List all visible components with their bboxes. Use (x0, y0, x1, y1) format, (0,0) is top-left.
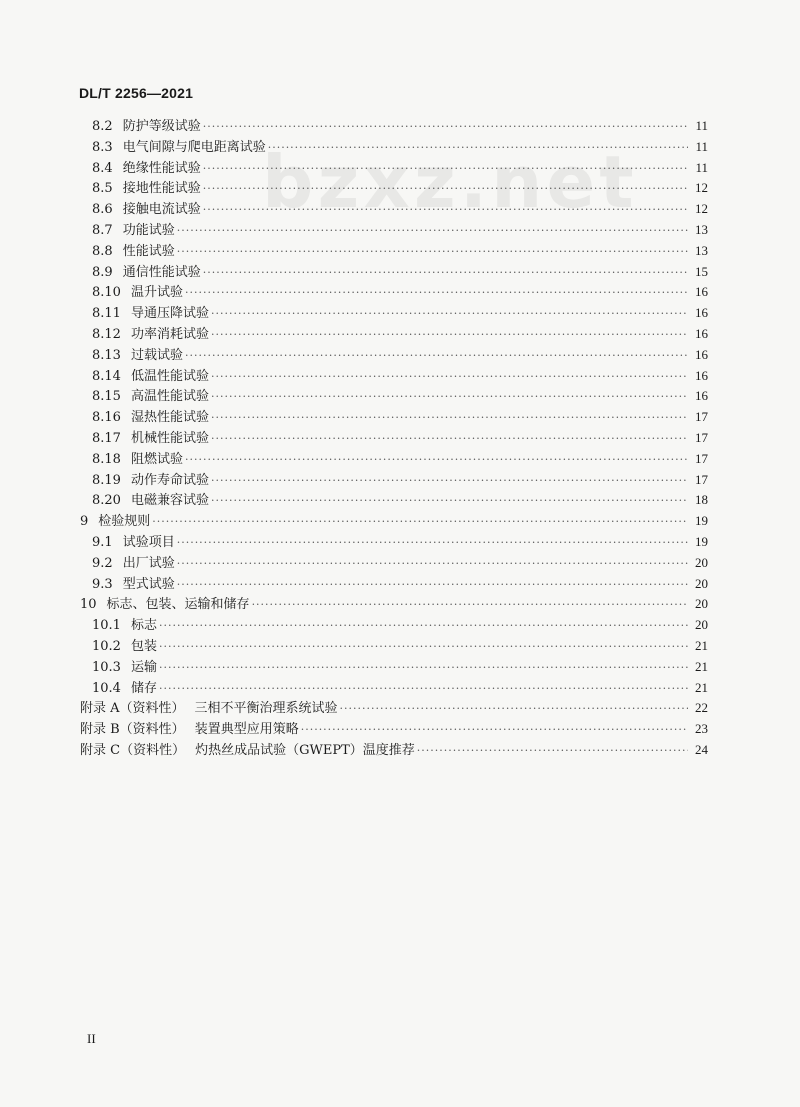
toc-page-number: 21 (695, 658, 708, 674)
toc-title: 包装 (130, 639, 157, 654)
toc-title: 电气间隙与爬电距离试验 (122, 139, 266, 155)
toc-title: 低温性能试验 (130, 368, 209, 384)
toc-number: 8.4 (92, 160, 113, 176)
toc-number: 8.7 (92, 223, 113, 238)
toc-page-number: 22 (695, 700, 708, 716)
toc-title: 性能试验 (122, 243, 175, 259)
toc-page-number: 12 (695, 180, 708, 196)
dot-leader (268, 141, 688, 154)
toc-title: 导通压降试验 (130, 306, 209, 322)
toc-title: 过载试验 (130, 347, 183, 363)
toc-title: 检验规则 (98, 514, 151, 530)
page-number-footer: II (87, 1031, 96, 1046)
dot-leader (152, 515, 688, 528)
toc-page-number: 12 (695, 201, 708, 217)
toc-page-number: 17 (695, 409, 708, 425)
toc-page-number: 18 (695, 492, 708, 508)
toc-number: 10.4 (92, 680, 121, 696)
toc-entry-8-11[interactable] (92, 302, 708, 323)
toc-entry-8-16[interactable] (92, 406, 708, 427)
toc-number: 8.9 (92, 264, 113, 280)
dot-leader (159, 661, 688, 674)
toc-entry-10-1[interactable] (92, 614, 708, 635)
dot-leader (185, 349, 688, 362)
dot-leader (340, 702, 688, 715)
toc-page-number: 16 (695, 367, 708, 383)
toc-number: 附录 B（资料性） (80, 722, 185, 738)
toc-entry-9-2[interactable] (92, 552, 708, 573)
toc-number: 10 (80, 597, 97, 613)
toc-title: 接触电流试验 (122, 202, 201, 218)
dot-leader (211, 390, 688, 403)
toc-page-number: 13 (695, 222, 708, 237)
toc-page-number: 16 (695, 326, 708, 341)
toc-number: 10.2 (92, 639, 121, 654)
toc-number: 9.2 (92, 555, 113, 571)
toc-title: 防护等级试验 (122, 119, 201, 134)
dot-leader (159, 682, 688, 695)
toc-title: 装置典型应用策略 (194, 722, 299, 738)
toc-number: 9.3 (92, 576, 113, 592)
toc-title: 运输 (130, 659, 157, 675)
toc-title: 电磁兼容试验 (130, 493, 209, 509)
toc-title: 标志 (130, 618, 157, 634)
dot-leader (211, 474, 688, 487)
toc-entry-appendix-c[interactable] (80, 739, 708, 760)
toc-title: 型式试验 (122, 576, 175, 592)
dot-leader (185, 286, 688, 299)
toc-number: 8.14 (92, 368, 121, 384)
toc-page-number: 19 (695, 534, 708, 549)
toc-number: 8.12 (92, 327, 121, 342)
toc-title: 三相不平衡治理系统试验 (194, 701, 338, 717)
dot-leader (203, 120, 688, 133)
toc-entry-8-10[interactable] (92, 281, 708, 302)
toc-page-number: 20 (695, 575, 708, 591)
toc-title: 功能试验 (122, 223, 175, 238)
toc-entry-appendix-b[interactable] (80, 718, 708, 739)
toc-entry-8-14[interactable] (92, 365, 708, 386)
toc-entry-8-15[interactable] (92, 385, 708, 406)
dot-leader (185, 453, 688, 466)
toc-entry-8-2[interactable] (92, 115, 708, 136)
toc-title: 绝缘性能试验 (122, 160, 201, 176)
toc-entry-9-3[interactable] (92, 573, 708, 594)
toc-page-number: 16 (695, 388, 708, 404)
toc-page-number: 21 (695, 638, 708, 653)
dot-leader (159, 619, 688, 632)
toc-number: 8.15 (92, 389, 121, 405)
toc-entry-8-9[interactable] (92, 261, 708, 282)
toc-entry-8-17[interactable] (92, 427, 708, 448)
toc-entry-8-8[interactable] (92, 240, 708, 261)
dot-leader (211, 432, 688, 445)
toc-title: 接地性能试验 (122, 181, 201, 197)
toc-page-number: 24 (695, 742, 708, 757)
dot-leader (252, 598, 688, 611)
toc-page-number: 11 (695, 138, 708, 154)
dot-leader (301, 723, 688, 736)
dot-leader (211, 307, 688, 320)
toc-title: 湿热性能试验 (130, 410, 209, 426)
toc-number: 8.10 (92, 285, 121, 301)
toc-page-number: 19 (695, 513, 708, 529)
toc-entry-9[interactable] (80, 510, 708, 531)
dot-leader (177, 245, 688, 258)
dot-leader (203, 182, 688, 195)
toc-page-number: 11 (695, 118, 708, 133)
dot-leader (203, 266, 688, 279)
toc-number: 8.11 (92, 306, 121, 322)
toc-title: 功率消耗试验 (130, 327, 209, 342)
toc-title: 高温性能试验 (130, 389, 209, 405)
toc-number: 附录 A（资料性） (80, 701, 185, 717)
toc-number: 8.16 (92, 410, 121, 426)
dot-leader (177, 578, 688, 591)
toc-page-number: 20 (695, 617, 708, 633)
toc-entry-8-13[interactable] (92, 344, 708, 365)
toc-entry-8-20[interactable] (92, 489, 708, 510)
toc-title: 通信性能试验 (122, 264, 201, 280)
toc-page-number: 23 (695, 721, 708, 737)
toc-number: 9 (80, 514, 89, 530)
toc-number: 10.3 (92, 659, 121, 675)
dot-leader (211, 328, 688, 341)
dot-leader (211, 370, 688, 383)
toc-page-number: 11 (695, 159, 708, 175)
dot-leader (417, 744, 688, 757)
toc-number: 9.1 (92, 535, 113, 550)
dot-leader (211, 494, 688, 507)
toc-number: 8.17 (92, 431, 121, 446)
toc-number: 8.5 (92, 181, 113, 197)
toc-title: 阻燃试验 (130, 451, 183, 467)
dot-leader (203, 162, 688, 175)
toc-title: 机械性能试验 (130, 431, 209, 446)
toc-entry-10-4[interactable] (92, 677, 708, 698)
toc-entry-8-3[interactable] (92, 136, 708, 157)
toc-number: 8.6 (92, 202, 113, 218)
toc-entry-8-7[interactable] (92, 219, 708, 240)
toc-title: 标志、包装、运输和储存 (106, 597, 250, 613)
toc-title: 温升试验 (130, 285, 183, 301)
toc-number: 附录 C（资料性） (80, 743, 186, 758)
toc-page-number: 16 (695, 305, 708, 321)
toc-entry-10[interactable] (80, 593, 708, 614)
toc-number: 8.19 (92, 472, 121, 488)
dot-leader (159, 640, 688, 653)
watermark: bzxz.net (262, 140, 638, 224)
toc-number: 8.18 (92, 451, 121, 467)
toc-page-number: 15 (695, 263, 708, 279)
toc-number: 8.3 (92, 139, 113, 155)
toc-title: 试验项目 (122, 535, 175, 550)
toc-page-number: 16 (695, 284, 708, 300)
toc-page-number: 17 (695, 450, 708, 466)
toc-page-number: 17 (695, 430, 708, 445)
toc-entry-8-4[interactable] (92, 157, 708, 178)
toc-entry-8-6[interactable] (92, 198, 708, 219)
dot-leader (177, 557, 688, 570)
toc-entry-8-18[interactable] (92, 448, 708, 469)
toc-entry-10-3[interactable] (92, 656, 708, 677)
toc-entry-10-2[interactable] (92, 635, 708, 656)
toc-page-number: 17 (695, 471, 708, 487)
toc-entry-appendix-a[interactable] (80, 697, 708, 718)
toc-entry-9-1[interactable] (92, 531, 708, 552)
dot-leader (203, 203, 688, 216)
toc-number: 8.2 (92, 119, 113, 134)
toc-page-number: 20 (695, 554, 708, 570)
toc-entry-8-12[interactable] (92, 323, 708, 344)
toc-title: 灼热丝成品试验（GWEPT）温度推荐 (195, 743, 415, 758)
toc-page-number: 16 (695, 346, 708, 362)
toc-title: 出厂试验 (122, 555, 175, 571)
dot-leader (177, 536, 688, 549)
dot-leader (211, 411, 688, 424)
toc-entry-8-19[interactable] (92, 469, 708, 490)
toc-page-number: 21 (695, 679, 708, 695)
toc-number: 8.8 (92, 243, 113, 259)
toc-number: 10.1 (92, 618, 121, 634)
toc-entry-8-5[interactable] (92, 177, 708, 198)
toc-number: 8.20 (92, 493, 121, 509)
dot-leader (177, 224, 688, 237)
toc-page-number: 20 (695, 596, 708, 612)
toc-page-number: 13 (695, 242, 708, 258)
toc-number: 8.13 (92, 347, 121, 363)
document-code: DL/T 2256—2021 (79, 85, 194, 101)
toc-title: 储存 (130, 680, 157, 696)
toc-title: 动作寿命试验 (130, 472, 209, 488)
